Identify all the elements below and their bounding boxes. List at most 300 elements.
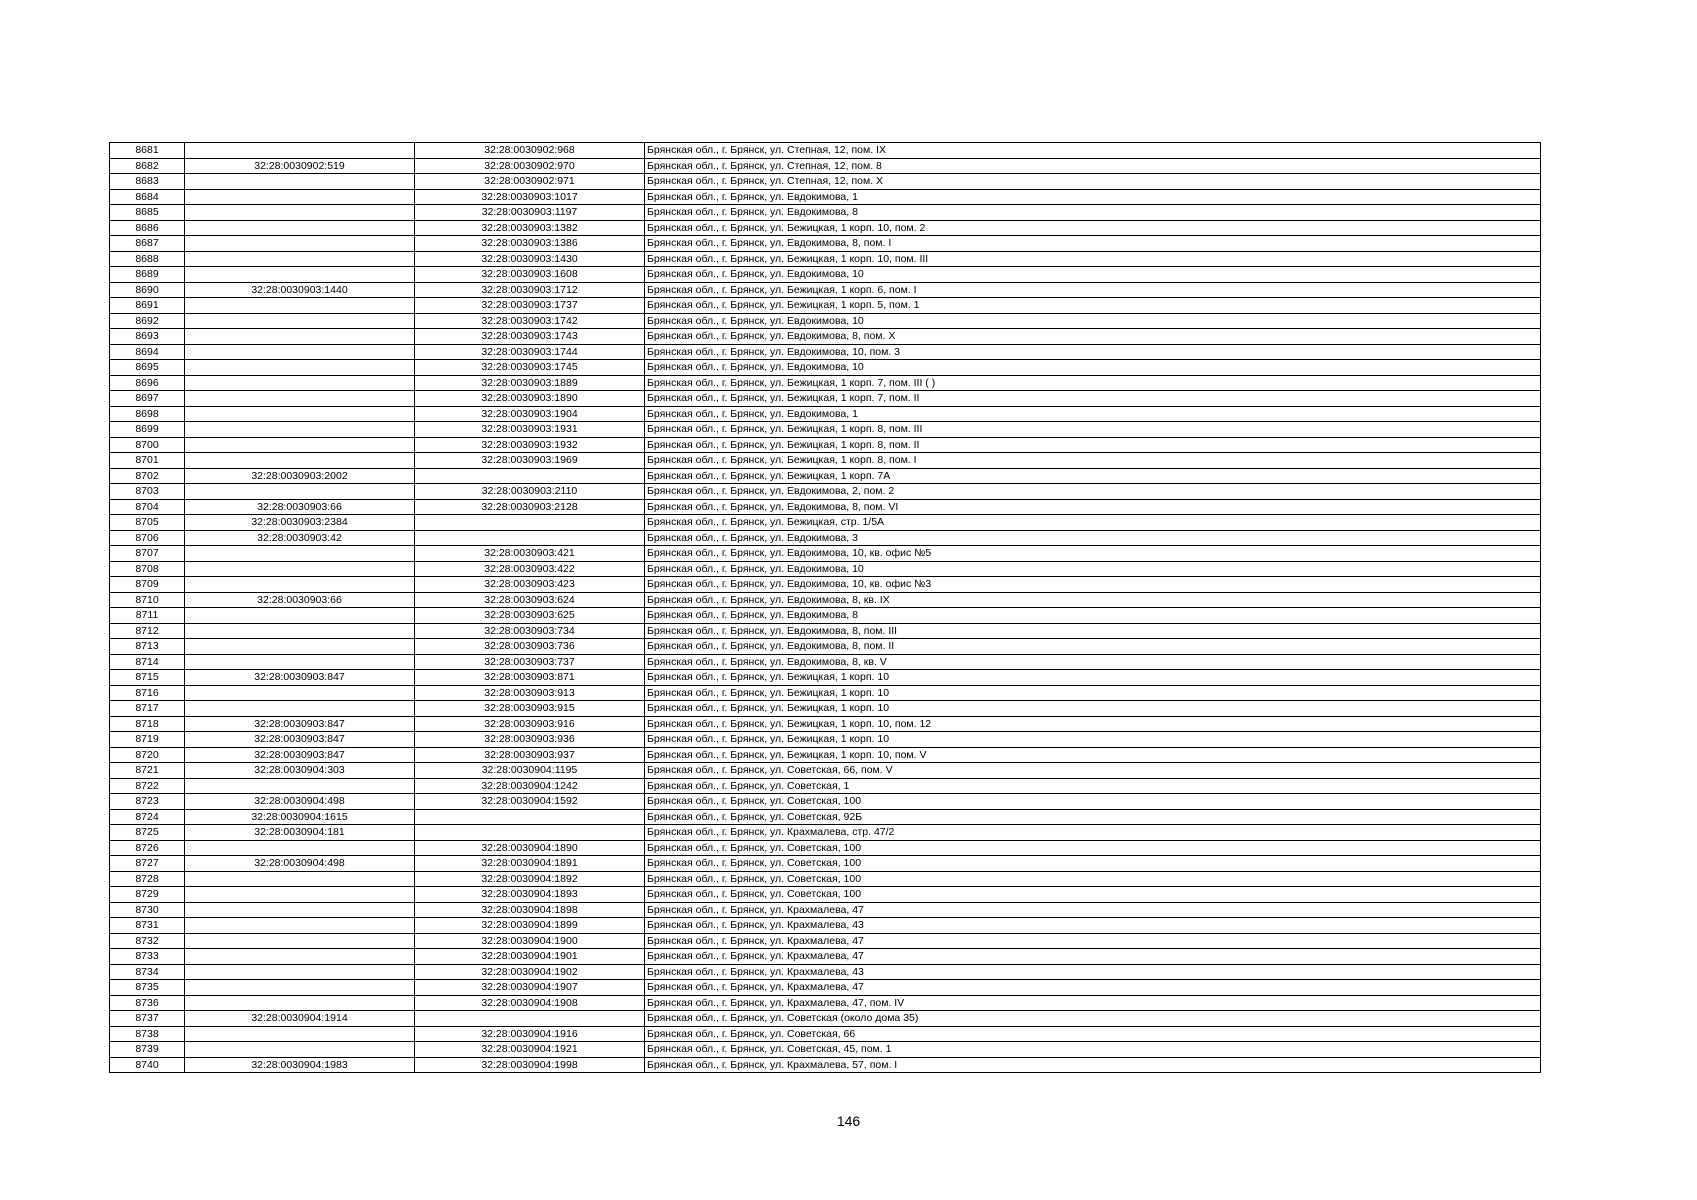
address-cell: Брянская обл., г. Брянск, ул. Крахмалева, 43 <box>645 918 1541 934</box>
land-plot-number-cell: 32:28:0030904:1914 <box>185 1011 415 1027</box>
row-number-cell: 8731 <box>110 918 185 934</box>
table-row <box>110 561 1541 577</box>
table-row <box>110 949 1541 965</box>
row-number-cell: 8726 <box>110 840 185 856</box>
row-number-cell: 8697 <box>110 391 185 407</box>
address-cell: Брянская обл., г. Брянск, ул. Евдокимова, 8, пом. II <box>645 639 1541 655</box>
cadastral-number-cell <box>415 825 645 841</box>
land-plot-number-cell <box>185 375 415 391</box>
cadastral-number-cell: 32:28:0030903:421 <box>415 546 645 562</box>
land-plot-number-cell <box>185 871 415 887</box>
address-cell: Брянская обл., г. Брянск, ул. Евдокимова, 8, пом. I <box>645 236 1541 252</box>
address-cell: Брянская обл., г. Брянск, ул. Евдокимова, 10, кв. офис №3 <box>645 577 1541 593</box>
table-row <box>110 592 1541 608</box>
cadastral-number-cell <box>415 515 645 531</box>
table-row <box>110 608 1541 624</box>
address-cell: Брянская обл., г. Брянск, ул. Бежицкая, 1 корп. 10, пом. 12 <box>645 716 1541 732</box>
land-plot-number-cell <box>185 360 415 376</box>
table-row <box>110 236 1541 252</box>
cadastral-number-cell: 32:28:0030903:1017 <box>415 189 645 205</box>
table-row <box>110 360 1541 376</box>
cadastral-number-cell: 32:28:0030904:1893 <box>415 887 645 903</box>
land-plot-number-cell: 32:28:0030903:42 <box>185 530 415 546</box>
table-row <box>110 1026 1541 1042</box>
address-cell: Брянская обл., г. Брянск, ул. Евдокимова, 10 <box>645 267 1541 283</box>
land-plot-number-cell <box>185 313 415 329</box>
address-cell: Брянская обл., г. Брянск, ул. Бежицкая, 1 корп. 8, пом. II <box>645 437 1541 453</box>
row-number-cell: 8718 <box>110 716 185 732</box>
cadastral-number-cell <box>415 809 645 825</box>
cadastral-number-cell: 32:28:0030903:1969 <box>415 453 645 469</box>
table-row <box>110 623 1541 639</box>
row-number-cell: 8706 <box>110 530 185 546</box>
row-number-cell: 8692 <box>110 313 185 329</box>
row-number-cell: 8736 <box>110 995 185 1011</box>
table-row <box>110 484 1541 500</box>
table-row <box>110 794 1541 810</box>
cadastral-number-cell: 32:28:0030904:1916 <box>415 1026 645 1042</box>
land-plot-number-cell <box>185 1042 415 1058</box>
row-number-cell: 8720 <box>110 747 185 763</box>
address-cell: Брянская обл., г. Брянск, ул. Евдокимова, 1 <box>645 189 1541 205</box>
land-plot-number-cell <box>185 701 415 717</box>
table-row <box>110 825 1541 841</box>
land-plot-number-cell <box>185 220 415 236</box>
address-cell: Брянская обл., г. Брянск, ул. Степная, 12, пом. X <box>645 174 1541 190</box>
land-plot-number-cell <box>185 902 415 918</box>
address-cell: Брянская обл., г. Брянск, ул. Бежицкая, 1 корп. 10, пом. III <box>645 251 1541 267</box>
cadastral-number-cell: 32:28:0030903:1608 <box>415 267 645 283</box>
cadastral-number-cell: 32:28:0030904:1921 <box>415 1042 645 1058</box>
address-cell: Брянская обл., г. Брянск, ул. Бежицкая, 1 корп. 7А <box>645 468 1541 484</box>
table-row <box>110 143 1541 159</box>
cadastral-number-cell: 32:28:0030904:1242 <box>415 778 645 794</box>
cadastral-number-cell: 32:28:0030903:1744 <box>415 344 645 360</box>
cadastral-number-cell: 32:28:0030903:937 <box>415 747 645 763</box>
land-plot-number-cell <box>185 608 415 624</box>
table-row <box>110 701 1541 717</box>
row-number-cell: 8729 <box>110 887 185 903</box>
row-number-cell: 8694 <box>110 344 185 360</box>
row-number-cell: 8689 <box>110 267 185 283</box>
address-cell: Брянская обл., г. Брянск, ул. Евдокимова, 10, пом. 3 <box>645 344 1541 360</box>
cadastral-number-cell: 32:28:0030904:1592 <box>415 794 645 810</box>
land-plot-number-cell <box>185 236 415 252</box>
row-number-cell: 8710 <box>110 592 185 608</box>
cadastral-number-cell: 32:28:0030903:1430 <box>415 251 645 267</box>
land-plot-number-cell <box>185 344 415 360</box>
land-plot-number-cell <box>185 1026 415 1042</box>
address-cell: Брянская обл., г. Брянск, ул. Степная, 12, пом. 8 <box>645 158 1541 174</box>
cadastral-number-cell: 32:28:0030904:1898 <box>415 902 645 918</box>
row-number-cell: 8730 <box>110 902 185 918</box>
land-plot-number-cell <box>185 189 415 205</box>
land-plot-number-cell <box>185 484 415 500</box>
address-cell: Брянская обл., г. Брянск, ул. Советская, 92Б <box>645 809 1541 825</box>
cadastral-number-cell: 32:28:0030903:1197 <box>415 205 645 221</box>
table-row <box>110 654 1541 670</box>
table-row <box>110 964 1541 980</box>
cadastral-number-cell <box>415 468 645 484</box>
address-cell: Брянская обл., г. Брянск, ул. Евдокимова, 10 <box>645 561 1541 577</box>
cadastral-number-cell: 32:28:0030904:1195 <box>415 763 645 779</box>
land-plot-number-cell: 32:28:0030904:498 <box>185 856 415 872</box>
table-row <box>110 453 1541 469</box>
row-number-cell: 8696 <box>110 375 185 391</box>
table-row <box>110 189 1541 205</box>
address-cell: Брянская обл., г. Брянск, ул. Бежицкая, стр. 1/5А <box>645 515 1541 531</box>
table-row <box>110 871 1541 887</box>
land-plot-number-cell <box>185 391 415 407</box>
row-number-cell: 8713 <box>110 639 185 655</box>
table-row <box>110 918 1541 934</box>
table-row <box>110 1057 1541 1073</box>
land-plot-number-cell: 32:28:0030903:847 <box>185 716 415 732</box>
row-number-cell: 8701 <box>110 453 185 469</box>
address-cell: Брянская обл., г. Брянск, ул. Бежицкая, 1 корп. 10 <box>645 732 1541 748</box>
land-plot-number-cell: 32:28:0030903:2384 <box>185 515 415 531</box>
table-row <box>110 422 1541 438</box>
table-row <box>110 530 1541 546</box>
land-plot-number-cell <box>185 329 415 345</box>
cadastral-number-cell: 32:28:0030904:1892 <box>415 871 645 887</box>
address-cell: Брянская обл., г. Брянск, ул. Евдокимова, 1 <box>645 406 1541 422</box>
row-number-cell: 8698 <box>110 406 185 422</box>
table-row <box>110 685 1541 701</box>
cadastral-number-cell: 32:28:0030902:971 <box>415 174 645 190</box>
table-row <box>110 1042 1541 1058</box>
cadastral-number-cell: 32:28:0030903:1712 <box>415 282 645 298</box>
row-number-cell: 8732 <box>110 933 185 949</box>
cadastral-number-cell: 32:28:0030904:1998 <box>415 1057 645 1073</box>
address-cell: Брянская обл., г. Брянск, ул. Евдокимова, 10 <box>645 313 1541 329</box>
address-cell: Брянская обл., г. Брянск, ул. Бежицкая, 1 корп. 10 <box>645 685 1541 701</box>
land-plot-number-cell: 32:28:0030903:847 <box>185 732 415 748</box>
table-row <box>110 282 1541 298</box>
row-number-cell: 8723 <box>110 794 185 810</box>
table-row <box>110 856 1541 872</box>
row-number-cell: 8703 <box>110 484 185 500</box>
row-number-cell: 8709 <box>110 577 185 593</box>
address-cell: Брянская обл., г. Брянск, ул. Советская, 1 <box>645 778 1541 794</box>
cadastral-number-cell: 32:28:0030904:1891 <box>415 856 645 872</box>
land-plot-number-cell: 32:28:0030904:498 <box>185 794 415 810</box>
row-number-cell: 8733 <box>110 949 185 965</box>
table-row <box>110 515 1541 531</box>
address-cell: Брянская обл., г. Брянск, ул. Крахмалева, 43 <box>645 964 1541 980</box>
land-plot-number-cell: 32:28:0030902:519 <box>185 158 415 174</box>
cadastral-number-cell: 32:28:0030903:624 <box>415 592 645 608</box>
table-row <box>110 980 1541 996</box>
land-plot-number-cell <box>185 143 415 159</box>
row-number-cell: 8690 <box>110 282 185 298</box>
cadastral-number-cell: 32:28:0030903:1382 <box>415 220 645 236</box>
row-number-cell: 8716 <box>110 685 185 701</box>
address-cell: Брянская обл., г. Брянск, ул. Евдокимова, 8 <box>645 205 1541 221</box>
table-row <box>110 251 1541 267</box>
table-body <box>110 143 1541 1073</box>
row-number-cell: 8691 <box>110 298 185 314</box>
table-row <box>110 391 1541 407</box>
address-cell: Брянская обл., г. Брянск, ул. Крахмалева, 47 <box>645 980 1541 996</box>
cadastral-number-cell: 32:28:0030902:968 <box>415 143 645 159</box>
row-number-cell: 8682 <box>110 158 185 174</box>
row-number-cell: 8722 <box>110 778 185 794</box>
row-number-cell: 8721 <box>110 763 185 779</box>
address-cell: Брянская обл., г. Брянск, ул. Евдокимова, 3 <box>645 530 1541 546</box>
row-number-cell: 8705 <box>110 515 185 531</box>
land-plot-number-cell: 32:28:0030904:1615 <box>185 809 415 825</box>
table-row <box>110 220 1541 236</box>
land-plot-number-cell <box>185 174 415 190</box>
row-number-cell: 8707 <box>110 546 185 562</box>
cadastral-number-cell: 32:28:0030904:1890 <box>415 840 645 856</box>
land-plot-number-cell <box>185 840 415 856</box>
land-plot-number-cell: 32:28:0030903:66 <box>185 499 415 515</box>
address-cell: Брянская обл., г. Брянск, ул. Евдокимова, 8, кв. V <box>645 654 1541 670</box>
address-cell: Брянская обл., г. Брянск, ул. Крахмалева, 57, пом. I <box>645 1057 1541 1073</box>
address-cell: Брянская обл., г. Брянск, ул. Евдокимова, 8 <box>645 608 1541 624</box>
cadastral-number-cell: 32:28:0030903:936 <box>415 732 645 748</box>
land-plot-number-cell <box>185 251 415 267</box>
address-cell: Брянская обл., г. Брянск, ул. Советская, 100 <box>645 887 1541 903</box>
address-cell: Брянская обл., г. Брянск, ул. Советская, 100 <box>645 871 1541 887</box>
row-number-cell: 8725 <box>110 825 185 841</box>
cadastral-number-cell: 32:28:0030903:422 <box>415 561 645 577</box>
address-cell: Брянская обл., г. Брянск, ул. Советская, 100 <box>645 840 1541 856</box>
table-row <box>110 499 1541 515</box>
table-row <box>110 840 1541 856</box>
cadastral-number-cell: 32:28:0030904:1899 <box>415 918 645 934</box>
row-number-cell: 8727 <box>110 856 185 872</box>
row-number-cell: 8715 <box>110 670 185 686</box>
address-cell: Брянская обл., г. Брянск, ул. Евдокимова, 2, пом. 2 <box>645 484 1541 500</box>
land-plot-number-cell: 32:28:0030903:2002 <box>185 468 415 484</box>
address-cell: Брянская обл., г. Брянск, ул. Советская, 45, пом. 1 <box>645 1042 1541 1058</box>
row-number-cell: 8737 <box>110 1011 185 1027</box>
cadastral-number-cell: 32:28:0030902:970 <box>415 158 645 174</box>
address-cell: Брянская обл., г. Брянск, ул. Евдокимова, 8, пом. III <box>645 623 1541 639</box>
table-row <box>110 670 1541 686</box>
land-plot-number-cell <box>185 267 415 283</box>
table-row <box>110 174 1541 190</box>
cadastral-number-cell: 32:28:0030903:1889 <box>415 375 645 391</box>
land-plot-number-cell: 32:28:0030903:847 <box>185 747 415 763</box>
address-cell: Брянская обл., г. Брянск, ул. Советская, 66, пом. V <box>645 763 1541 779</box>
land-plot-number-cell <box>185 654 415 670</box>
table-row <box>110 344 1541 360</box>
address-cell: Брянская обл., г. Брянск, ул. Евдокимова, 10 <box>645 360 1541 376</box>
cadastral-number-cell: 32:28:0030903:2110 <box>415 484 645 500</box>
row-number-cell: 8700 <box>110 437 185 453</box>
row-number-cell: 8738 <box>110 1026 185 1042</box>
table-row <box>110 763 1541 779</box>
land-plot-number-cell: 32:28:0030904:181 <box>185 825 415 841</box>
row-number-cell: 8717 <box>110 701 185 717</box>
land-plot-number-cell <box>185 778 415 794</box>
address-cell: Брянская обл., г. Брянск, ул. Степная, 12, пом. IX <box>645 143 1541 159</box>
address-cell: Брянская обл., г. Брянск, ул. Евдокимова, 8, кв. IX <box>645 592 1541 608</box>
land-plot-number-cell <box>185 639 415 655</box>
table-row <box>110 329 1541 345</box>
row-number-cell: 8685 <box>110 205 185 221</box>
cadastral-number-cell: 32:28:0030903:913 <box>415 685 645 701</box>
cadastral-number-cell: 32:28:0030903:1932 <box>415 437 645 453</box>
address-cell: Брянская обл., г. Брянск, ул. Крахмалева, 47 <box>645 949 1541 965</box>
cadastral-number-cell: 32:28:0030904:1908 <box>415 995 645 1011</box>
table-row <box>110 902 1541 918</box>
cadastral-number-cell: 32:28:0030903:1743 <box>415 329 645 345</box>
cadastral-number-cell: 32:28:0030903:1890 <box>415 391 645 407</box>
land-plot-number-cell <box>185 685 415 701</box>
address-cell: Брянская обл., г. Брянск, ул. Евдокимова, 8, пом. X <box>645 329 1541 345</box>
row-number-cell: 8739 <box>110 1042 185 1058</box>
row-number-cell: 8712 <box>110 623 185 639</box>
table-row <box>110 778 1541 794</box>
address-cell: Брянская обл., г. Брянск, ул. Крахмалева, 47 <box>645 933 1541 949</box>
row-number-cell: 8711 <box>110 608 185 624</box>
cadastral-number-cell: 32:28:0030904:1900 <box>415 933 645 949</box>
table-row <box>110 468 1541 484</box>
cadastral-number-cell <box>415 530 645 546</box>
address-cell: Брянская обл., г. Брянск, ул. Бежицкая, 1 корп. 5, пом. 1 <box>645 298 1541 314</box>
table-row <box>110 639 1541 655</box>
row-number-cell: 8719 <box>110 732 185 748</box>
address-cell: Брянская обл., г. Брянск, ул. Бежицкая, 1 корп. 6, пом. I <box>645 282 1541 298</box>
table-row <box>110 546 1541 562</box>
cadastral-number-cell: 32:28:0030903:1904 <box>415 406 645 422</box>
row-number-cell: 8714 <box>110 654 185 670</box>
table-row <box>110 205 1541 221</box>
cadastral-number-cell: 32:28:0030904:1901 <box>415 949 645 965</box>
land-plot-number-cell <box>185 298 415 314</box>
address-cell: Брянская обл., г. Брянск, ул. Бежицкая, 1 корп. 7, пом. III ( ) <box>645 375 1541 391</box>
cadastral-number-cell: 32:28:0030903:916 <box>415 716 645 732</box>
row-number-cell: 8686 <box>110 220 185 236</box>
cadastral-number-cell: 32:28:0030903:1386 <box>415 236 645 252</box>
row-number-cell: 8684 <box>110 189 185 205</box>
row-number-cell: 8695 <box>110 360 185 376</box>
land-plot-number-cell <box>185 918 415 934</box>
property-register-table <box>109 142 1541 1073</box>
address-cell: Брянская обл., г. Брянск, ул. Бежицкая, 1 корп. 10, пом. 2 <box>645 220 1541 236</box>
land-plot-number-cell <box>185 964 415 980</box>
address-cell: Брянская обл., г. Брянск, ул. Бежицкая, 1 корп. 8, пом. III <box>645 422 1541 438</box>
address-cell: Брянская обл., г. Брянск, ул. Бежицкая, 1 корп. 7, пом. II <box>645 391 1541 407</box>
row-number-cell: 8708 <box>110 561 185 577</box>
land-plot-number-cell <box>185 437 415 453</box>
land-plot-number-cell <box>185 933 415 949</box>
address-cell: Брянская обл., г. Брянск, ул. Бежицкая, 1 корп. 10 <box>645 670 1541 686</box>
land-plot-number-cell <box>185 422 415 438</box>
address-cell: Брянская обл., г. Брянск, ул. Советская, 100 <box>645 856 1541 872</box>
address-cell: Брянская обл., г. Брянск, ул. Крахмалева, стр. 47/2 <box>645 825 1541 841</box>
table-row <box>110 1011 1541 1027</box>
table-row <box>110 747 1541 763</box>
address-cell: Брянская обл., г. Брянск, ул. Советская, 66 <box>645 1026 1541 1042</box>
table-row <box>110 716 1541 732</box>
row-number-cell: 8683 <box>110 174 185 190</box>
row-number-cell: 8734 <box>110 964 185 980</box>
row-number-cell: 8740 <box>110 1057 185 1073</box>
cadastral-number-cell: 32:28:0030903:1742 <box>415 313 645 329</box>
table-row <box>110 298 1541 314</box>
cadastral-number-cell: 32:28:0030903:915 <box>415 701 645 717</box>
row-number-cell: 8735 <box>110 980 185 996</box>
cadastral-number-cell: 32:28:0030903:423 <box>415 577 645 593</box>
address-cell: Брянская обл., г. Брянск, ул. Бежицкая, 1 корп. 8, пом. I <box>645 453 1541 469</box>
cadastral-number-cell: 32:28:0030904:1902 <box>415 964 645 980</box>
table-row <box>110 267 1541 283</box>
cadastral-number-cell: 32:28:0030903:1737 <box>415 298 645 314</box>
row-number-cell: 8688 <box>110 251 185 267</box>
land-plot-number-cell <box>185 406 415 422</box>
row-number-cell: 8681 <box>110 143 185 159</box>
row-number-cell: 8687 <box>110 236 185 252</box>
table-row <box>110 437 1541 453</box>
table-row <box>110 809 1541 825</box>
cadastral-number-cell: 32:28:0030903:736 <box>415 639 645 655</box>
address-cell: Брянская обл., г. Брянск, ул. Евдокимова, 8, пом. VI <box>645 499 1541 515</box>
table-row <box>110 375 1541 391</box>
table-row <box>110 887 1541 903</box>
cadastral-number-cell: 32:28:0030903:734 <box>415 623 645 639</box>
cadastral-number-cell: 32:28:0030904:1907 <box>415 980 645 996</box>
row-number-cell: 8704 <box>110 499 185 515</box>
land-plot-number-cell: 32:28:0030904:1983 <box>185 1057 415 1073</box>
land-plot-number-cell <box>185 887 415 903</box>
land-plot-number-cell <box>185 546 415 562</box>
row-number-cell: 8702 <box>110 468 185 484</box>
cadastral-number-cell: 32:28:0030903:1931 <box>415 422 645 438</box>
row-number-cell: 8724 <box>110 809 185 825</box>
cadastral-number-cell: 32:28:0030903:2128 <box>415 499 645 515</box>
address-cell: Брянская обл., г. Брянск, ул. Крахмалева, 47, пом. IV <box>645 995 1541 1011</box>
land-plot-number-cell <box>185 623 415 639</box>
land-plot-number-cell <box>185 577 415 593</box>
address-cell: Брянская обл., г. Брянск, ул. Советская, 100 <box>645 794 1541 810</box>
cadastral-number-cell: 32:28:0030903:1745 <box>415 360 645 376</box>
land-plot-number-cell <box>185 995 415 1011</box>
cadastral-number-cell: 32:28:0030903:737 <box>415 654 645 670</box>
land-plot-number-cell: 32:28:0030903:847 <box>185 670 415 686</box>
land-plot-number-cell <box>185 453 415 469</box>
table-row <box>110 577 1541 593</box>
cadastral-number-cell: 32:28:0030903:625 <box>415 608 645 624</box>
land-plot-number-cell: 32:28:0030903:1440 <box>185 282 415 298</box>
land-plot-number-cell <box>185 561 415 577</box>
land-plot-number-cell: 32:28:0030904:303 <box>185 763 415 779</box>
land-plot-number-cell <box>185 949 415 965</box>
page-number: 146 <box>836 1113 861 1129</box>
land-plot-number-cell <box>185 205 415 221</box>
table-row <box>110 158 1541 174</box>
row-number-cell: 8728 <box>110 871 185 887</box>
address-cell: Брянская обл., г. Брянск, ул. Евдокимова, 10, кв. офис №5 <box>645 546 1541 562</box>
row-number-cell: 8699 <box>110 422 185 438</box>
address-cell: Брянская обл., г. Брянск, ул. Бежицкая, 1 корп. 10, пом. V <box>645 747 1541 763</box>
cadastral-number-cell <box>415 1011 645 1027</box>
address-cell: Брянская обл., г. Брянск, ул. Крахмалева, 47 <box>645 902 1541 918</box>
table-row <box>110 313 1541 329</box>
cadastral-number-cell: 32:28:0030903:871 <box>415 670 645 686</box>
table-row <box>110 406 1541 422</box>
address-cell: Брянская обл., г. Брянск, ул. Советская (около дома 35) <box>645 1011 1541 1027</box>
land-plot-number-cell <box>185 980 415 996</box>
address-cell: Брянская обл., г. Брянск, ул. Бежицкая, 1 корп. 10 <box>645 701 1541 717</box>
table-row <box>110 933 1541 949</box>
table-row <box>110 995 1541 1011</box>
